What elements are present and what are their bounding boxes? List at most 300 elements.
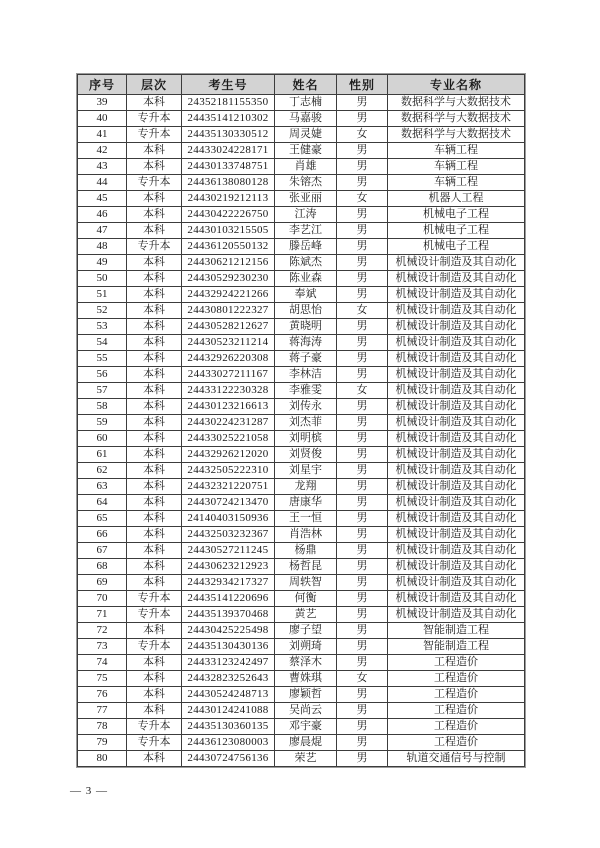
cell-index: 71 (78, 607, 127, 623)
cell-exam-id: 24430621212156 (182, 255, 275, 271)
cell-gender: 男 (337, 271, 388, 287)
cell-exam-id: 24430224231287 (182, 415, 275, 431)
cell-name: 蒋子豪 (275, 351, 337, 367)
cell-index: 62 (78, 463, 127, 479)
cell-major: 机械设计制造及其自动化 (388, 287, 525, 303)
cell-gender: 男 (337, 543, 388, 559)
cell-index: 45 (78, 191, 127, 207)
cell-gender: 男 (337, 239, 388, 255)
cell-name: 肖浩林 (275, 527, 337, 543)
cell-index: 43 (78, 159, 127, 175)
cell-level: 本科 (127, 447, 182, 463)
cell-exam-id: 24435139370468 (182, 607, 275, 623)
cell-gender: 女 (337, 191, 388, 207)
cell-index: 56 (78, 367, 127, 383)
cell-exam-id: 24432926212020 (182, 447, 275, 463)
cell-exam-id: 24430133748751 (182, 159, 275, 175)
cell-index: 68 (78, 559, 127, 575)
cell-exam-id: 24433027211167 (182, 367, 275, 383)
table-row (78, 143, 525, 159)
table-row (78, 671, 525, 687)
cell-name: 李艺江 (275, 223, 337, 239)
cell-index: 54 (78, 335, 127, 351)
cell-exam-id: 24433024228171 (182, 143, 275, 159)
cell-level: 本科 (127, 495, 182, 511)
cell-exam-id: 24352181155350 (182, 95, 275, 111)
cell-index: 74 (78, 655, 127, 671)
cell-name: 廖晨焜 (275, 735, 337, 751)
cell-gender: 男 (337, 143, 388, 159)
cell-level: 专升本 (127, 239, 182, 255)
cell-index: 39 (78, 95, 127, 111)
cell-level: 本科 (127, 399, 182, 415)
cell-level: 本科 (127, 191, 182, 207)
cell-gender: 男 (337, 399, 388, 415)
cell-name: 蔡泽木 (275, 655, 337, 671)
cell-name: 肖雄 (275, 159, 337, 175)
cell-name: 李林洁 (275, 367, 337, 383)
cell-name: 马嘉骏 (275, 111, 337, 127)
cell-name: 唐康华 (275, 495, 337, 511)
cell-gender: 女 (337, 383, 388, 399)
cell-exam-id: 24432926220308 (182, 351, 275, 367)
admission-roster-table (77, 74, 525, 767)
cell-major: 机械电子工程 (388, 207, 525, 223)
cell-index: 50 (78, 271, 127, 287)
cell-level: 本科 (127, 319, 182, 335)
cell-major: 数据科学与大数据技术 (388, 95, 525, 111)
cell-gender: 男 (337, 623, 388, 639)
cell-index: 79 (78, 735, 127, 751)
cell-gender: 男 (337, 287, 388, 303)
table-row (78, 111, 525, 127)
cell-exam-id: 24430528212627 (182, 319, 275, 335)
cell-gender: 男 (337, 703, 388, 719)
header-row (78, 75, 525, 95)
table-row (78, 463, 525, 479)
cell-name: 杨哲昆 (275, 559, 337, 575)
table-row (78, 591, 525, 607)
cell-level: 本科 (127, 143, 182, 159)
table-row (78, 223, 525, 239)
cell-index: 57 (78, 383, 127, 399)
cell-major: 工程造价 (388, 719, 525, 735)
cell-index: 58 (78, 399, 127, 415)
cell-major: 机械设计制造及其自动化 (388, 431, 525, 447)
cell-level: 本科 (127, 223, 182, 239)
cell-index: 46 (78, 207, 127, 223)
cell-name: 朱镕杰 (275, 175, 337, 191)
cell-name: 王健豪 (275, 143, 337, 159)
cell-exam-id: 24430724756136 (182, 751, 275, 767)
cell-exam-id: 24430524248713 (182, 687, 275, 703)
cell-gender: 男 (337, 479, 388, 495)
cell-exam-id: 24432503232367 (182, 527, 275, 543)
cell-major: 数据科学与大数据技术 (388, 111, 525, 127)
table-row (78, 335, 525, 351)
cell-index: 61 (78, 447, 127, 463)
cell-name: 胡思怡 (275, 303, 337, 319)
cell-name: 杨鼎 (275, 543, 337, 559)
column-header-level: 层次 (127, 75, 182, 95)
cell-major: 工程造价 (388, 655, 525, 671)
cell-major: 机械设计制造及其自动化 (388, 319, 525, 335)
cell-major: 机械设计制造及其自动化 (388, 335, 525, 351)
cell-gender: 女 (337, 127, 388, 143)
cell-exam-id: 24432823252643 (182, 671, 275, 687)
cell-major: 工程造价 (388, 703, 525, 719)
cell-gender: 男 (337, 511, 388, 527)
cell-major: 数据科学与大数据技术 (388, 127, 525, 143)
cell-exam-id: 24430523211214 (182, 335, 275, 351)
cell-name: 黄艺 (275, 607, 337, 623)
cell-exam-id: 24430529230230 (182, 271, 275, 287)
column-header-major: 专业名称 (388, 75, 525, 95)
cell-gender: 男 (337, 447, 388, 463)
cell-index: 70 (78, 591, 127, 607)
cell-level: 本科 (127, 559, 182, 575)
cell-major: 工程造价 (388, 671, 525, 687)
cell-exam-id: 24140403150936 (182, 511, 275, 527)
cell-index: 47 (78, 223, 127, 239)
cell-level: 本科 (127, 271, 182, 287)
cell-level: 本科 (127, 671, 182, 687)
cell-gender: 男 (337, 207, 388, 223)
cell-index: 69 (78, 575, 127, 591)
cell-name: 吴尚云 (275, 703, 337, 719)
cell-gender: 男 (337, 655, 388, 671)
cell-level: 本科 (127, 335, 182, 351)
cell-index: 59 (78, 415, 127, 431)
table-row (78, 511, 525, 527)
table-row (78, 575, 525, 591)
cell-index: 65 (78, 511, 127, 527)
cell-name: 王一恒 (275, 511, 337, 527)
cell-index: 44 (78, 175, 127, 191)
table-row (78, 415, 525, 431)
table-row (78, 351, 525, 367)
cell-name: 何衡 (275, 591, 337, 607)
cell-level: 本科 (127, 527, 182, 543)
cell-gender: 女 (337, 671, 388, 687)
table-row (78, 175, 525, 191)
column-header-index: 序号 (78, 75, 127, 95)
cell-name: 李雅雯 (275, 383, 337, 399)
cell-major: 机械设计制造及其自动化 (388, 351, 525, 367)
cell-level: 专升本 (127, 591, 182, 607)
table-row (78, 159, 525, 175)
column-header-name: 姓名 (275, 75, 337, 95)
table-row (78, 319, 525, 335)
cell-index: 64 (78, 495, 127, 511)
cell-gender: 男 (337, 431, 388, 447)
cell-name: 滕岳峰 (275, 239, 337, 255)
table-row (78, 127, 525, 143)
cell-major: 机械设计制造及其自动化 (388, 383, 525, 399)
cell-major: 车辆工程 (388, 159, 525, 175)
cell-index: 67 (78, 543, 127, 559)
cell-major: 机械设计制造及其自动化 (388, 271, 525, 287)
cell-exam-id: 24430124241088 (182, 703, 275, 719)
cell-major: 机械设计制造及其自动化 (388, 463, 525, 479)
table-row (78, 383, 525, 399)
table-row (78, 399, 525, 415)
cell-gender: 男 (337, 255, 388, 271)
cell-level: 本科 (127, 575, 182, 591)
table-row (78, 751, 525, 767)
cell-index: 53 (78, 319, 127, 335)
cell-gender: 男 (337, 367, 388, 383)
cell-level: 本科 (127, 687, 182, 703)
cell-name: 陈业森 (275, 271, 337, 287)
cell-name: 张亚丽 (275, 191, 337, 207)
table-row (78, 543, 525, 559)
cell-exam-id: 24430425225498 (182, 623, 275, 639)
cell-name: 奉斌 (275, 287, 337, 303)
cell-level: 本科 (127, 431, 182, 447)
table-row (78, 607, 525, 623)
cell-exam-id: 24435130360135 (182, 719, 275, 735)
table-row (78, 495, 525, 511)
cell-index: 66 (78, 527, 127, 543)
cell-level: 本科 (127, 511, 182, 527)
cell-level: 专升本 (127, 607, 182, 623)
cell-level: 专升本 (127, 735, 182, 751)
cell-major: 机器人工程 (388, 191, 525, 207)
cell-index: 76 (78, 687, 127, 703)
cell-name: 刘杰菲 (275, 415, 337, 431)
cell-gender: 男 (337, 319, 388, 335)
cell-gender: 男 (337, 351, 388, 367)
table-row (78, 367, 525, 383)
cell-exam-id: 24432505222310 (182, 463, 275, 479)
cell-index: 78 (78, 719, 127, 735)
cell-major: 机械设计制造及其自动化 (388, 367, 525, 383)
cell-gender: 男 (337, 719, 388, 735)
cell-major: 机械设计制造及其自动化 (388, 399, 525, 415)
cell-major: 机械设计制造及其自动化 (388, 543, 525, 559)
cell-level: 专升本 (127, 719, 182, 735)
table-row (78, 703, 525, 719)
cell-exam-id: 24430623212923 (182, 559, 275, 575)
table-row (78, 479, 525, 495)
cell-level: 本科 (127, 751, 182, 767)
cell-level: 本科 (127, 255, 182, 271)
cell-exam-id: 24433025221058 (182, 431, 275, 447)
cell-gender: 男 (337, 111, 388, 127)
cell-gender: 男 (337, 575, 388, 591)
table-row (78, 735, 525, 751)
table-row (78, 271, 525, 287)
cell-index: 52 (78, 303, 127, 319)
table-row (78, 303, 525, 319)
cell-exam-id: 24430103215505 (182, 223, 275, 239)
cell-name: 江涛 (275, 207, 337, 223)
cell-gender: 男 (337, 175, 388, 191)
table-row (78, 255, 525, 271)
cell-level: 本科 (127, 463, 182, 479)
cell-exam-id: 24432321220751 (182, 479, 275, 495)
cell-index: 49 (78, 255, 127, 271)
table-row (78, 623, 525, 639)
cell-name: 刘明槟 (275, 431, 337, 447)
cell-name: 刘传永 (275, 399, 337, 415)
cell-gender: 女 (337, 303, 388, 319)
cell-major: 工程造价 (388, 735, 525, 751)
cell-index: 51 (78, 287, 127, 303)
cell-gender: 男 (337, 159, 388, 175)
cell-exam-id: 24435141220696 (182, 591, 275, 607)
cell-exam-id: 24436120550132 (182, 239, 275, 255)
cell-name: 刘贤俊 (275, 447, 337, 463)
cell-name: 黄晓明 (275, 319, 337, 335)
cell-name: 廖颖哲 (275, 687, 337, 703)
cell-level: 本科 (127, 479, 182, 495)
cell-major: 智能制造工程 (388, 623, 525, 639)
cell-name: 陈斌杰 (275, 255, 337, 271)
cell-level: 专升本 (127, 639, 182, 655)
cell-name: 荣艺 (275, 751, 337, 767)
cell-major: 机械电子工程 (388, 223, 525, 239)
cell-name: 廖子望 (275, 623, 337, 639)
cell-major: 机械设计制造及其自动化 (388, 447, 525, 463)
table-body (78, 95, 525, 767)
cell-level: 本科 (127, 383, 182, 399)
cell-gender: 男 (337, 415, 388, 431)
cell-gender: 男 (337, 559, 388, 575)
cell-index: 40 (78, 111, 127, 127)
cell-exam-id: 24430527211245 (182, 543, 275, 559)
cell-name: 蒋海涛 (275, 335, 337, 351)
cell-index: 80 (78, 751, 127, 767)
table-row (78, 239, 525, 255)
cell-major: 机械电子工程 (388, 239, 525, 255)
cell-index: 72 (78, 623, 127, 639)
cell-name: 邓宇豪 (275, 719, 337, 735)
cell-major: 车辆工程 (388, 175, 525, 191)
cell-exam-id: 24435141210302 (182, 111, 275, 127)
cell-gender: 男 (337, 335, 388, 351)
cell-index: 75 (78, 671, 127, 687)
cell-exam-id: 24430801222327 (182, 303, 275, 319)
cell-major: 车辆工程 (388, 143, 525, 159)
cell-major: 机械设计制造及其自动化 (388, 479, 525, 495)
table-row (78, 95, 525, 111)
table-row (78, 207, 525, 223)
cell-level: 专升本 (127, 175, 182, 191)
cell-major: 机械设计制造及其自动化 (388, 591, 525, 607)
cell-exam-id: 24436123080003 (182, 735, 275, 751)
column-header-gender: 性别 (337, 75, 388, 95)
cell-index: 55 (78, 351, 127, 367)
cell-name: 丁志楠 (275, 95, 337, 111)
cell-name: 龙翔 (275, 479, 337, 495)
cell-name: 刘朔琦 (275, 639, 337, 655)
cell-level: 本科 (127, 207, 182, 223)
cell-gender: 男 (337, 223, 388, 239)
table-row (78, 527, 525, 543)
cell-gender: 男 (337, 463, 388, 479)
cell-level: 专升本 (127, 127, 182, 143)
table-row (78, 191, 525, 207)
cell-index: 63 (78, 479, 127, 495)
cell-exam-id: 24432924221266 (182, 287, 275, 303)
cell-level: 本科 (127, 543, 182, 559)
cell-major: 轨道交通信号与控制 (388, 751, 525, 767)
cell-major: 机械设计制造及其自动化 (388, 255, 525, 271)
cell-major: 智能制造工程 (388, 639, 525, 655)
cell-level: 本科 (127, 415, 182, 431)
table-row (78, 655, 525, 671)
cell-exam-id: 24430724213470 (182, 495, 275, 511)
cell-exam-id: 24433123242497 (182, 655, 275, 671)
page-number: — 3 — (70, 785, 108, 797)
column-header-exam-id: 考生号 (182, 75, 275, 95)
cell-name: 刘星宇 (275, 463, 337, 479)
table-row (78, 447, 525, 463)
cell-level: 本科 (127, 287, 182, 303)
table-row (78, 431, 525, 447)
cell-exam-id: 24430123216613 (182, 399, 275, 415)
cell-major: 机械设计制造及其自动化 (388, 559, 525, 575)
cell-gender: 男 (337, 735, 388, 751)
cell-name: 周轶智 (275, 575, 337, 591)
cell-major: 机械设计制造及其自动化 (388, 575, 525, 591)
cell-gender: 男 (337, 591, 388, 607)
cell-gender: 男 (337, 639, 388, 655)
table-row (78, 639, 525, 655)
cell-level: 专升本 (127, 111, 182, 127)
cell-major: 机械设计制造及其自动化 (388, 607, 525, 623)
cell-gender: 男 (337, 687, 388, 703)
cell-level: 本科 (127, 95, 182, 111)
table-row (78, 719, 525, 735)
table-row (78, 687, 525, 703)
cell-index: 60 (78, 431, 127, 447)
cell-gender: 男 (337, 607, 388, 623)
cell-index: 73 (78, 639, 127, 655)
cell-index: 42 (78, 143, 127, 159)
cell-level: 本科 (127, 367, 182, 383)
cell-index: 41 (78, 127, 127, 143)
cell-exam-id: 24436138080128 (182, 175, 275, 191)
cell-gender: 男 (337, 495, 388, 511)
cell-exam-id: 24435130330512 (182, 127, 275, 143)
cell-level: 本科 (127, 303, 182, 319)
cell-name: 周灵婕 (275, 127, 337, 143)
cell-exam-id: 24430422226750 (182, 207, 275, 223)
cell-index: 48 (78, 239, 127, 255)
cell-major: 机械设计制造及其自动化 (388, 303, 525, 319)
cell-level: 本科 (127, 703, 182, 719)
cell-name: 曹姝琪 (275, 671, 337, 687)
cell-level: 本科 (127, 351, 182, 367)
cell-level: 本科 (127, 655, 182, 671)
table-row (78, 559, 525, 575)
cell-major: 工程造价 (388, 687, 525, 703)
cell-major: 机械设计制造及其自动化 (388, 495, 525, 511)
cell-major: 机械设计制造及其自动化 (388, 511, 525, 527)
cell-gender: 男 (337, 751, 388, 767)
table-header (78, 75, 525, 95)
cell-gender: 男 (337, 527, 388, 543)
cell-exam-id: 24432934217327 (182, 575, 275, 591)
cell-exam-id: 24430219212113 (182, 191, 275, 207)
cell-major: 机械设计制造及其自动化 (388, 415, 525, 431)
cell-index: 77 (78, 703, 127, 719)
cell-major: 机械设计制造及其自动化 (388, 527, 525, 543)
table-row (78, 287, 525, 303)
